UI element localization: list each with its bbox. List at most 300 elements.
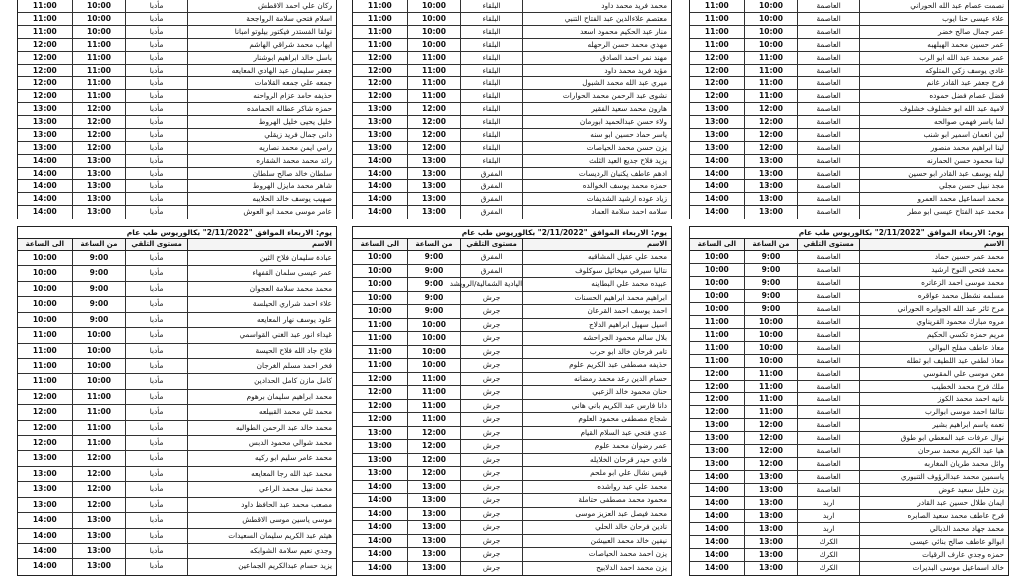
table-row [353, 427, 671, 441]
table-row [18, 52, 336, 65]
table-row [353, 265, 671, 279]
student-name-cell: محمد علي عقيل المشاقبه [522, 251, 671, 264]
to-time-cell: 13:00 [367, 129, 392, 139]
student-name-cell: مجد نبيل حسن مجلي [859, 180, 1008, 192]
column-headers [353, 239, 671, 251]
level-cell: العاصمة [797, 0, 859, 12]
from-time-cell: 11:00 [407, 77, 461, 89]
table-row [18, 0, 336, 13]
to-time-cell: 14:00 [704, 562, 729, 572]
level-cell: جرش [460, 386, 522, 399]
student-name-cell: حنان محمود خالد الزعبي [522, 386, 671, 399]
student-name-cell: فادي حيدر قرحان الخلايله [522, 454, 671, 467]
to-time-cell: 14:00 [32, 207, 57, 217]
table-row [690, 0, 1008, 13]
table-row [353, 508, 671, 522]
level-cell: مأدبا [125, 77, 187, 89]
level-cell: المفرق [460, 180, 522, 192]
to-time-cell: 11:00 [32, 376, 57, 386]
table-row [353, 116, 671, 129]
from-time-cell: 13:00 [72, 168, 126, 180]
to-time-cell: 11:00 [704, 14, 729, 23]
student-name-cell: مهدي محمد حسن الرحهله [522, 39, 671, 51]
table-row [353, 373, 671, 387]
table-row [690, 277, 1008, 290]
table-row [353, 142, 671, 155]
level-cell: البلقاء [460, 155, 522, 167]
level-cell: البلقاء [460, 103, 522, 115]
from-time-cell: 9:00 [744, 290, 798, 302]
to-time-cell: 14:00 [367, 481, 392, 491]
level-cell: العاصمة [797, 458, 859, 470]
table-row [353, 386, 671, 400]
to-time-cell: 12:00 [32, 391, 57, 401]
from-time-cell: 9:00 [744, 277, 798, 289]
level-cell: المفرق [460, 206, 522, 219]
level-cell: العاصمة [797, 381, 859, 393]
from-time-cell: 11:00 [72, 405, 126, 419]
student-name-cell: فضل عصام فضل حموده [859, 90, 1008, 102]
to-time-cell: 13:00 [32, 468, 57, 478]
table-row [353, 548, 671, 562]
student-name-cell: حمزه شاكر عطاله الحمامده [187, 103, 336, 115]
student-name-cell: كامل مازن كامل الحدادين [187, 374, 336, 388]
table-row [353, 494, 671, 508]
to-time-cell: 14:00 [367, 495, 392, 504]
to-time-cell: 14:00 [32, 181, 57, 191]
student-name-cell: حذيفه مصطفى عبد الكريم علوم [522, 359, 671, 372]
student-name-cell: معاذ لطفي عبد اللطيف ابو ثطله [859, 355, 1008, 367]
to-time-cell: 14:00 [704, 207, 729, 217]
from-time-cell: 13:00 [407, 168, 461, 180]
level-cell: جرش [460, 562, 522, 576]
to-time-cell: 10:00 [704, 290, 729, 300]
from-time-cell: 12:00 [72, 129, 126, 141]
to-time-cell: 12:00 [367, 414, 392, 423]
level-cell: مأدبا [125, 374, 187, 388]
to-time-cell: 13:00 [704, 104, 729, 114]
to-time-cell: 14:00 [704, 536, 729, 546]
table-row [690, 116, 1008, 129]
from-time-cell: 10:00 [407, 332, 461, 345]
level-cell: جرش [460, 440, 522, 453]
table-title: يوم: الاربعاء الموافق "2/11/2022" بكالوريوس طب عام [690, 227, 1008, 239]
from-time-cell: 10:00 [72, 13, 126, 25]
from-time-cell: 12:00 [744, 432, 798, 444]
from-time-cell: 12:00 [744, 445, 798, 457]
to-time-cell: 11:00 [367, 39, 392, 49]
from-header: من الساعة [407, 239, 461, 250]
table-row [353, 346, 671, 360]
from-time-cell: 11:00 [407, 413, 461, 426]
student-name-cell: نشوى عبد الرحمن محمد الحوارات [522, 90, 671, 102]
level-cell: العاصمة [797, 393, 859, 405]
to-time-cell: 12:00 [367, 52, 392, 62]
level-cell: العاصمة [797, 90, 859, 102]
student-name-cell: محمد نبيل محمد الراعي [187, 482, 336, 496]
to-time-cell: 12:00 [32, 52, 57, 62]
table-row [690, 536, 1008, 549]
name-header: الاسم [187, 239, 336, 250]
level-cell: العاصمة [797, 316, 859, 328]
from-time-cell: 13:00 [744, 484, 798, 496]
student-name-cell: محمد عبد الله رجا المعايعه [187, 467, 336, 481]
table-row [18, 405, 336, 420]
student-name-cell: مريم حمزه تكسي الحكيم [859, 329, 1008, 341]
to-time-cell: 14:00 [704, 472, 729, 482]
to-time-cell: 11:00 [32, 345, 57, 355]
to-time-cell: 14:00 [367, 522, 392, 531]
from-time-cell: 10:00 [72, 328, 126, 342]
from-time-cell: 9:00 [744, 264, 798, 276]
table-row [353, 193, 671, 206]
to-time-cell: 11:00 [367, 360, 392, 369]
student-name-cell: وائل محمد طريان المغاربه [859, 458, 1008, 470]
table-row [18, 544, 336, 559]
from-time-cell: 11:00 [407, 65, 461, 77]
to-time-cell: 11:00 [367, 14, 392, 23]
to-time-cell: 11:00 [32, 1, 57, 11]
to-time-cell: 13:00 [32, 117, 57, 126]
level-cell: مأدبا [125, 328, 187, 342]
to-time-cell: 12:00 [704, 78, 729, 88]
table-row [353, 413, 671, 427]
level-cell: مأدبا [125, 206, 187, 219]
table-row [690, 316, 1008, 329]
table-row [353, 180, 671, 193]
to-time-cell: 11:00 [32, 330, 57, 340]
to-time-cell: 14:00 [367, 562, 392, 572]
table-row [18, 513, 336, 528]
student-name-cell: دانى جمال فريد زيقلي [187, 129, 336, 141]
to-time-cell: 13:00 [367, 427, 392, 437]
level-cell: جرش [460, 521, 522, 534]
student-name-cell: مروه مبارك محمود القريناوي [859, 316, 1008, 328]
level-cell: المفرق [460, 193, 522, 205]
level-cell: العاصمة [797, 329, 859, 341]
table-row [690, 193, 1008, 206]
to-time-cell: 10:00 [32, 314, 57, 324]
to-time-cell: 13:00 [367, 117, 392, 126]
level-cell: العاصمة [797, 419, 859, 431]
to-time-cell: 14:00 [704, 524, 729, 534]
student-name-cell: تولقا الفستدر فيكتور بيلوتو امبانا [187, 26, 336, 38]
to-time-cell: 13:00 [704, 142, 729, 152]
from-time-cell: 12:00 [72, 467, 126, 481]
student-name-cell: ايمان طلال حسين عبد القادر [859, 497, 1008, 509]
to-time-cell: 13:00 [32, 142, 57, 152]
from-time-cell: 13:00 [407, 562, 461, 576]
student-name-cell: نوال عرفات عبد المعطي ابو طوق [859, 432, 1008, 444]
student-name-cell: لما ياسر فهمي صوالحه [859, 116, 1008, 128]
from-time-cell: 13:00 [744, 168, 798, 180]
level-cell: مأدبا [125, 405, 187, 419]
student-name-cell: معن موسى علي المقوسي [859, 368, 1008, 380]
level-cell: مأدبا [125, 529, 187, 543]
student-name-cell: سلامه احمد سلامة العماد [522, 206, 671, 219]
table-row [18, 436, 336, 451]
to-time-cell: 13:00 [367, 104, 392, 114]
student-name-cell: لينا ابراهيم محمد منصور [859, 142, 1008, 154]
table-row [18, 116, 336, 129]
table-row [18, 529, 336, 544]
from-time-cell: 12:00 [72, 142, 126, 154]
from-time-cell: 13:00 [744, 497, 798, 509]
to-time-cell: 13:00 [704, 459, 729, 469]
to-time-cell: 11:00 [32, 26, 57, 36]
level-cell: العاصمة [797, 116, 859, 128]
table-row [353, 400, 671, 414]
table-row [690, 497, 1008, 510]
table-row [353, 13, 671, 26]
student-name-cell: موسى ياسين موسى الاقطش [187, 513, 336, 527]
table-row [18, 344, 336, 359]
level-cell: البلقاء [460, 52, 522, 64]
table-row [690, 445, 1008, 458]
from-time-cell: 12:00 [407, 103, 461, 115]
from-time-cell: 9:00 [407, 251, 461, 264]
level-cell: البلقاء [460, 65, 522, 77]
from-time-cell: 11:00 [744, 77, 798, 89]
to-time-cell: 13:00 [367, 468, 392, 477]
from-time-cell: 11:00 [744, 52, 798, 64]
table-row [353, 521, 671, 535]
level-cell: العاصمة [797, 206, 859, 219]
student-name-cell: زياد عوده ارشيد الشديفات [522, 193, 671, 205]
from-time-cell: 9:00 [744, 251, 798, 263]
level-cell: العاصمة [797, 277, 859, 289]
level-cell: مأدبا [125, 13, 187, 25]
from-time-cell: 12:00 [407, 142, 461, 154]
level-cell: البلقاء [460, 77, 522, 89]
student-name-cell: عمر محمد عبد الله ابو الرب [859, 52, 1008, 64]
student-name-cell: تامر فرحان خالد ابو حرب [522, 346, 671, 359]
student-name-cell: محمد موسى احمد الزعاتره [859, 277, 1008, 289]
level-cell: مأدبا [125, 313, 187, 327]
student-name-cell: رامي ايمن محمد نصاريه [187, 142, 336, 154]
from-time-cell: 11:00 [744, 393, 798, 405]
level-cell: جرش [460, 332, 522, 345]
student-name-cell: محمد اسماعيل محمد العمرو [859, 193, 1008, 205]
level-cell: العاصمة [797, 180, 859, 192]
student-name-cell: نتالقا احمد موسى ابوالرب [859, 406, 1008, 418]
level-cell: العاصمة [797, 251, 859, 263]
table-row [690, 458, 1008, 471]
to-time-cell: 11:00 [367, 346, 392, 356]
table-row [690, 471, 1008, 484]
level-cell: جرش [460, 319, 522, 332]
level-cell: العاصمة [797, 39, 859, 51]
from-time-cell: 10:00 [72, 374, 126, 388]
level-cell: العاصمة [797, 155, 859, 167]
student-name-cell: ابراهيم محمد ابراهيم الحسنات [522, 292, 671, 305]
level-cell: العاصمة [797, 368, 859, 380]
from-time-cell: 11:00 [407, 90, 461, 102]
from-time-cell: 11:00 [72, 65, 126, 77]
schedule-table [352, 226, 672, 576]
table-row [18, 193, 336, 206]
table-row [690, 264, 1008, 277]
level-cell: مأدبا [125, 513, 187, 527]
table-row [18, 390, 336, 405]
student-name-cell: غيداء انور عبد الغني القواسمي [187, 328, 336, 342]
to-time-cell: 14:00 [367, 194, 392, 204]
from-time-cell: 11:00 [744, 406, 798, 418]
from-time-cell: 11:00 [744, 90, 798, 102]
from-time-cell: 13:00 [407, 180, 461, 192]
table-row [690, 562, 1008, 575]
table-row [18, 374, 336, 389]
to-time-cell: 12:00 [367, 373, 392, 383]
table-row [690, 155, 1008, 168]
level-cell: العاصمة [797, 142, 859, 154]
student-name-cell: محمد خالد عبد الرحمن الطوالبه [187, 421, 336, 435]
student-name-cell: ياسمين محمد عبدالرؤوف التنبوري [859, 471, 1008, 483]
to-time-cell: 14:00 [32, 155, 57, 165]
column-headers [18, 239, 336, 251]
from-header: من الساعة [72, 239, 126, 250]
level-cell: جرش [460, 373, 522, 386]
from-time-cell: 10:00 [407, 0, 461, 12]
student-name-cell: نتاليا سيرفي ميخائيل سوكلوف [522, 265, 671, 278]
from-time-cell: 10:00 [744, 329, 798, 341]
level-cell: مأدبا [125, 359, 187, 373]
to-time-cell: 14:00 [367, 207, 392, 217]
table-row [18, 26, 336, 39]
to-time-cell: 13:00 [32, 129, 57, 139]
level-cell: جرش [460, 427, 522, 440]
table-row [690, 523, 1008, 536]
to-time-cell: 10:00 [367, 279, 392, 288]
table-row [18, 39, 336, 52]
student-name-cell: يزن احمد محمد الحياصات [522, 548, 671, 561]
from-time-cell: 13:00 [72, 193, 126, 205]
level-cell: العاصمة [797, 13, 859, 25]
column-headers [690, 239, 1008, 251]
level-cell: اربد [797, 497, 859, 509]
from-time-cell: 10:00 [72, 0, 126, 12]
student-name-cell: نصمت عصام عبد الله الحوراني [859, 0, 1008, 12]
from-time-cell: 11:00 [72, 90, 126, 102]
table-row [690, 484, 1008, 497]
name-header: الاسم [859, 239, 1008, 250]
from-time-cell: 13:00 [744, 562, 798, 575]
table-row [690, 52, 1008, 65]
level-cell: مأدبا [125, 90, 187, 102]
level-cell: الكرك [797, 562, 859, 575]
student-name-cell: وجدي نعيم سلامة الشوابكه [187, 544, 336, 558]
to-time-cell: 11:00 [704, 316, 729, 326]
from-time-cell: 10:00 [407, 359, 461, 372]
level-cell: العاصمة [797, 52, 859, 64]
table-row [353, 26, 671, 39]
to-time-cell: 10:00 [32, 253, 57, 262]
table-row [690, 419, 1008, 432]
to-time-cell: 12:00 [704, 91, 729, 101]
table-row [18, 77, 336, 90]
student-name-cell: نعمه ياسم ابراهيم بشير [859, 419, 1008, 431]
from-time-cell: 11:00 [744, 381, 798, 393]
table-row [18, 206, 336, 219]
level-cell: مأدبا [125, 180, 187, 192]
table-row [690, 180, 1008, 193]
from-time-cell: 13:00 [72, 529, 126, 543]
to-time-cell: 12:00 [367, 78, 392, 88]
level-cell: العاصمة [797, 303, 859, 315]
student-name-cell: عبيده محمد علي البطاينه [522, 278, 671, 291]
from-time-cell: 13:00 [407, 548, 461, 561]
level-cell: جرش [460, 535, 522, 548]
to-time-cell: 14:00 [32, 546, 57, 556]
student-name-cell: باسل خالد ابراهيم ابوشنار [187, 52, 336, 64]
from-time-cell: 13:00 [744, 523, 798, 535]
from-time-cell: 9:00 [72, 297, 126, 311]
name-header: الاسم [522, 239, 671, 250]
table-row [353, 467, 671, 481]
to-time-cell: 14:00 [367, 549, 392, 558]
from-time-cell: 12:00 [744, 419, 798, 431]
from-time-cell: 13:00 [407, 494, 461, 507]
level-header: مستوى التلقي [460, 239, 522, 250]
from-time-cell: 12:00 [744, 116, 798, 128]
table-row [690, 77, 1008, 90]
from-time-cell: 10:00 [744, 26, 798, 38]
student-name-cell: مرح ثائر عبد الله الجوابره الحوراني [859, 303, 1008, 315]
student-name-cell: جمعه علي جمعه القلامات [187, 77, 336, 89]
table-row [18, 155, 336, 168]
from-time-cell: 12:00 [407, 467, 461, 480]
to-time-cell: 12:00 [704, 381, 729, 391]
from-time-cell: 13:00 [744, 155, 798, 167]
to-time-cell: 13:00 [367, 142, 392, 152]
level-cell: مأدبا [125, 266, 187, 280]
to-time-cell: 14:00 [704, 181, 729, 191]
table-row [353, 305, 671, 319]
from-time-cell: 12:00 [72, 451, 126, 465]
from-time-cell: 13:00 [407, 481, 461, 494]
table-row [690, 393, 1008, 406]
student-name-cell: عمر حسين محمد الهبلهبه [859, 39, 1008, 51]
level-cell: مأدبا [125, 344, 187, 358]
level-cell: جرش [460, 359, 522, 372]
from-time-cell: 10:00 [744, 13, 798, 25]
from-time-cell: 13:00 [744, 510, 798, 522]
from-time-cell: 10:00 [407, 13, 461, 25]
to-time-cell: 14:00 [32, 530, 57, 540]
to-time-cell: 10:00 [32, 299, 57, 309]
from-time-cell: 12:00 [72, 498, 126, 512]
to-time-cell: 13:00 [32, 104, 57, 114]
student-name-cell: علاء احمد شراري الحيلسة [187, 297, 336, 311]
from-time-cell: 12:00 [407, 440, 461, 453]
level-cell: البلقاء [460, 90, 522, 102]
student-name-cell: اسلام فتحي سلامة الرواجحة [187, 13, 336, 25]
to-time-cell: 11:00 [367, 26, 392, 36]
table-row [690, 103, 1008, 116]
table-row [690, 342, 1008, 355]
table-row [18, 482, 336, 497]
level-cell: مأدبا [125, 26, 187, 38]
from-time-cell: 11:00 [407, 400, 461, 413]
table-row [353, 535, 671, 549]
from-time-cell: 11:00 [72, 52, 126, 64]
student-name-cell: شاهر محمد مايزل الهروط [187, 180, 336, 192]
from-time-cell: 13:00 [72, 206, 126, 219]
level-cell: الكرك [797, 549, 859, 561]
student-name-cell: مسلمه نشطل محمد عواقره [859, 290, 1008, 302]
student-name-cell: لامية عبد الله ابو خشلوف خشلوف [859, 103, 1008, 115]
to-time-cell: 12:00 [32, 438, 57, 448]
